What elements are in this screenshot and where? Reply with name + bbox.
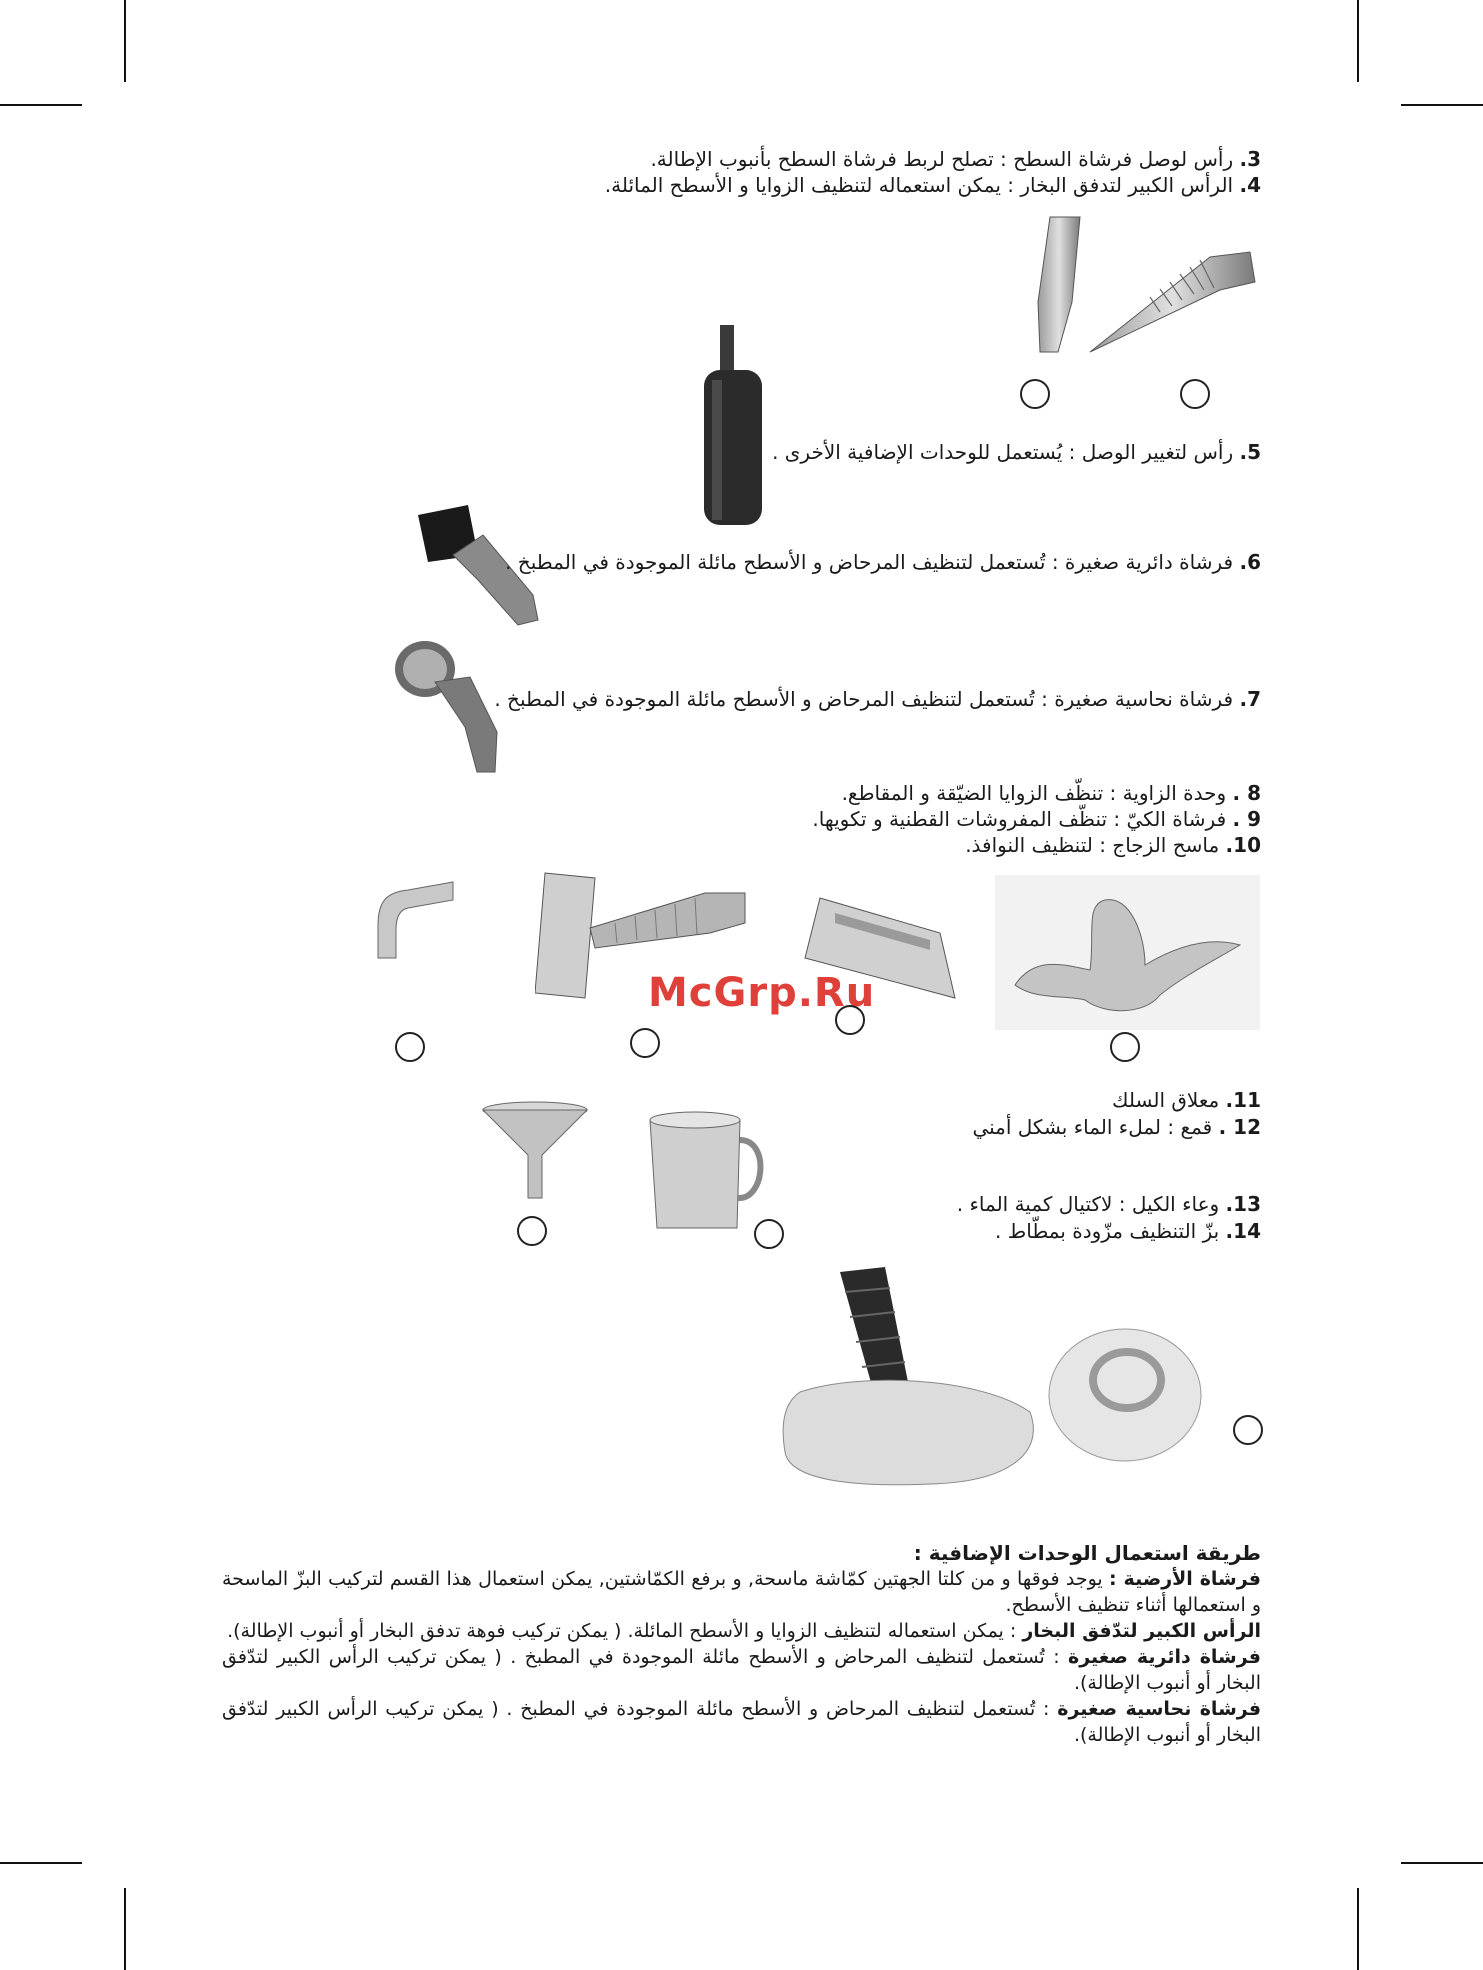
crop-mark (1357, 1888, 1359, 1970)
item-text: معلاق السلك (1112, 1088, 1220, 1112)
item-text: ماسح الزجاج : لتنظيف النوافذ. (965, 833, 1220, 857)
item-text: رأس لوصل فرشاة السطح : تصلح لربط فرشاة السطح بأنبوب الإطالة. (650, 147, 1234, 171)
usage-paragraph-2 (222, 1618, 1261, 1644)
callout-circle (835, 1005, 865, 1035)
item-text: فرشاة الكيّ : تنظّف المفروشات القطنية و تكويها. (812, 807, 1227, 831)
callout-circle (754, 1219, 784, 1249)
callout-circle (1180, 379, 1210, 409)
crop-mark (0, 1862, 82, 1864)
usage-paragraph-1 (222, 1566, 1261, 1618)
item-number: 9 . (1232, 807, 1261, 831)
crop-mark (1401, 1862, 1483, 1864)
measuring-cup-illustration (645, 1110, 770, 1235)
usage-text: : تُستعمل لتنظيف المرحاض و الأسطح مائلة الموجودة في المطبخ . ( يمكن تركيب الرأس الكبير لتدّفق البخار أو أنبوب الإطالة). (222, 1646, 1261, 1694)
item-number: 10. (1225, 833, 1261, 857)
callout-circle (1233, 1415, 1263, 1445)
item-text: فرشاة دائرية صغيرة : تُستعمل لتنظيف المرحاض و الأسطح مائلة الموجودة في المطبخ . (505, 550, 1234, 574)
crop-mark (0, 104, 82, 106)
usage-term: فرشاة الأرضية : (1109, 1568, 1261, 1590)
item-12 (972, 1114, 1261, 1140)
floor-brush-cloth-illustration (780, 1262, 1045, 1492)
usage-text: : تُستعمل لتنظيف المرحاض و الأسطح مائلة الموجودة في المطبخ . ( يمكن تركيب الرأس الكبير لتدّفق البخار أو أنبوب الإطالة). (222, 1698, 1261, 1746)
item-14 (995, 1218, 1261, 1244)
item-3 (650, 146, 1261, 172)
item-text: وعاء الكيل : لاكتيال كمية الماء . (956, 1192, 1220, 1216)
round-pad-illustration (1045, 1325, 1205, 1465)
adapter-illustration (690, 325, 780, 530)
funnel-illustration (480, 1100, 590, 1200)
usage-term: فرشاة دائرية صغيرة (1068, 1646, 1261, 1668)
item-6 (505, 549, 1261, 575)
item-8 (842, 780, 1261, 806)
nozzle-illustration (1010, 212, 1260, 362)
crop-mark (1401, 104, 1483, 106)
usage-text: : يمكن استعماله لتنظيف الزوايا و الأسطح المائلة. ( يمكن تركيب فوهة تدفق البخار أو أنبوب الإطالة). (227, 1620, 1023, 1642)
cord-hook-illustration (995, 875, 1260, 1030)
item-number: 13. (1225, 1192, 1261, 1216)
item-text: قمع : لملء الماء بشكل أمني (972, 1115, 1213, 1139)
usage-paragraph-4 (222, 1696, 1261, 1748)
usage-paragraph-3 (222, 1644, 1261, 1696)
callout-circle (395, 1032, 425, 1062)
usage-term: فرشاة نحاسية صغيرة (1057, 1698, 1262, 1720)
item-13 (957, 1191, 1261, 1217)
item-text: بزّ التنظيف مزّودة بمطّاط . (995, 1219, 1220, 1243)
item-number: 6. (1239, 550, 1261, 574)
callout-circle (1020, 379, 1050, 409)
item-11 (1112, 1087, 1261, 1113)
item-number: 5. (1239, 440, 1261, 464)
callout-circle (517, 1216, 547, 1246)
crop-mark (1357, 0, 1359, 82)
angle-nozzle-illustration (368, 880, 458, 960)
item-10 (965, 832, 1261, 858)
item-4 (605, 172, 1261, 198)
item-text: فرشاة نحاسية صغيرة : تُستعمل لتنظيف المرحاض و الأسطح مائلة الموجودة في المطبخ . (494, 687, 1234, 711)
item-number: 7. (1239, 687, 1261, 711)
usage-heading (914, 1540, 1261, 1566)
item-number: 14. (1225, 1219, 1261, 1243)
crop-mark (124, 0, 126, 82)
callout-circle (1110, 1032, 1140, 1062)
item-number: 12 . (1218, 1115, 1261, 1139)
item-text: رأس لتغيير الوصل : يُستعمل للوحدات الإضافية الأخرى . (772, 440, 1234, 464)
item-number: 3. (1239, 147, 1261, 171)
item-number: 8 . (1232, 781, 1261, 805)
callout-circle (630, 1028, 660, 1058)
item-5 (772, 439, 1261, 465)
item-number: 4. (1239, 173, 1261, 197)
usage-term: الرأس الكبير لتدّفق البخار (1022, 1620, 1261, 1642)
item-text: الرأس الكبير لتدفق البخار : يمكن استعماله لتنظيف الزوايا و الأسطح المائلة. (604, 173, 1234, 197)
item-text: وحدة الزاوية : تنظّف الزوايا الضيّقة و المقاطع. (841, 781, 1227, 805)
item-number: 11. (1225, 1088, 1261, 1112)
usage-text: يوجد فوقها و من كلتا الجهتين كمّاشة ماسحة, و برفع الكمّاشتين, يمكن استعمال هذا القسم لتركيب البزّ الماسحة و استعمالها أثناء تنظيف الأسطح. (222, 1568, 1261, 1616)
usage-heading-text: طريقة استعمال الوحدات الإضافية : (913, 1541, 1261, 1565)
item-7 (494, 686, 1261, 712)
item-9 (812, 806, 1261, 832)
watermark: McGrp.Ru (648, 970, 876, 1016)
crop-mark (124, 1888, 126, 1970)
